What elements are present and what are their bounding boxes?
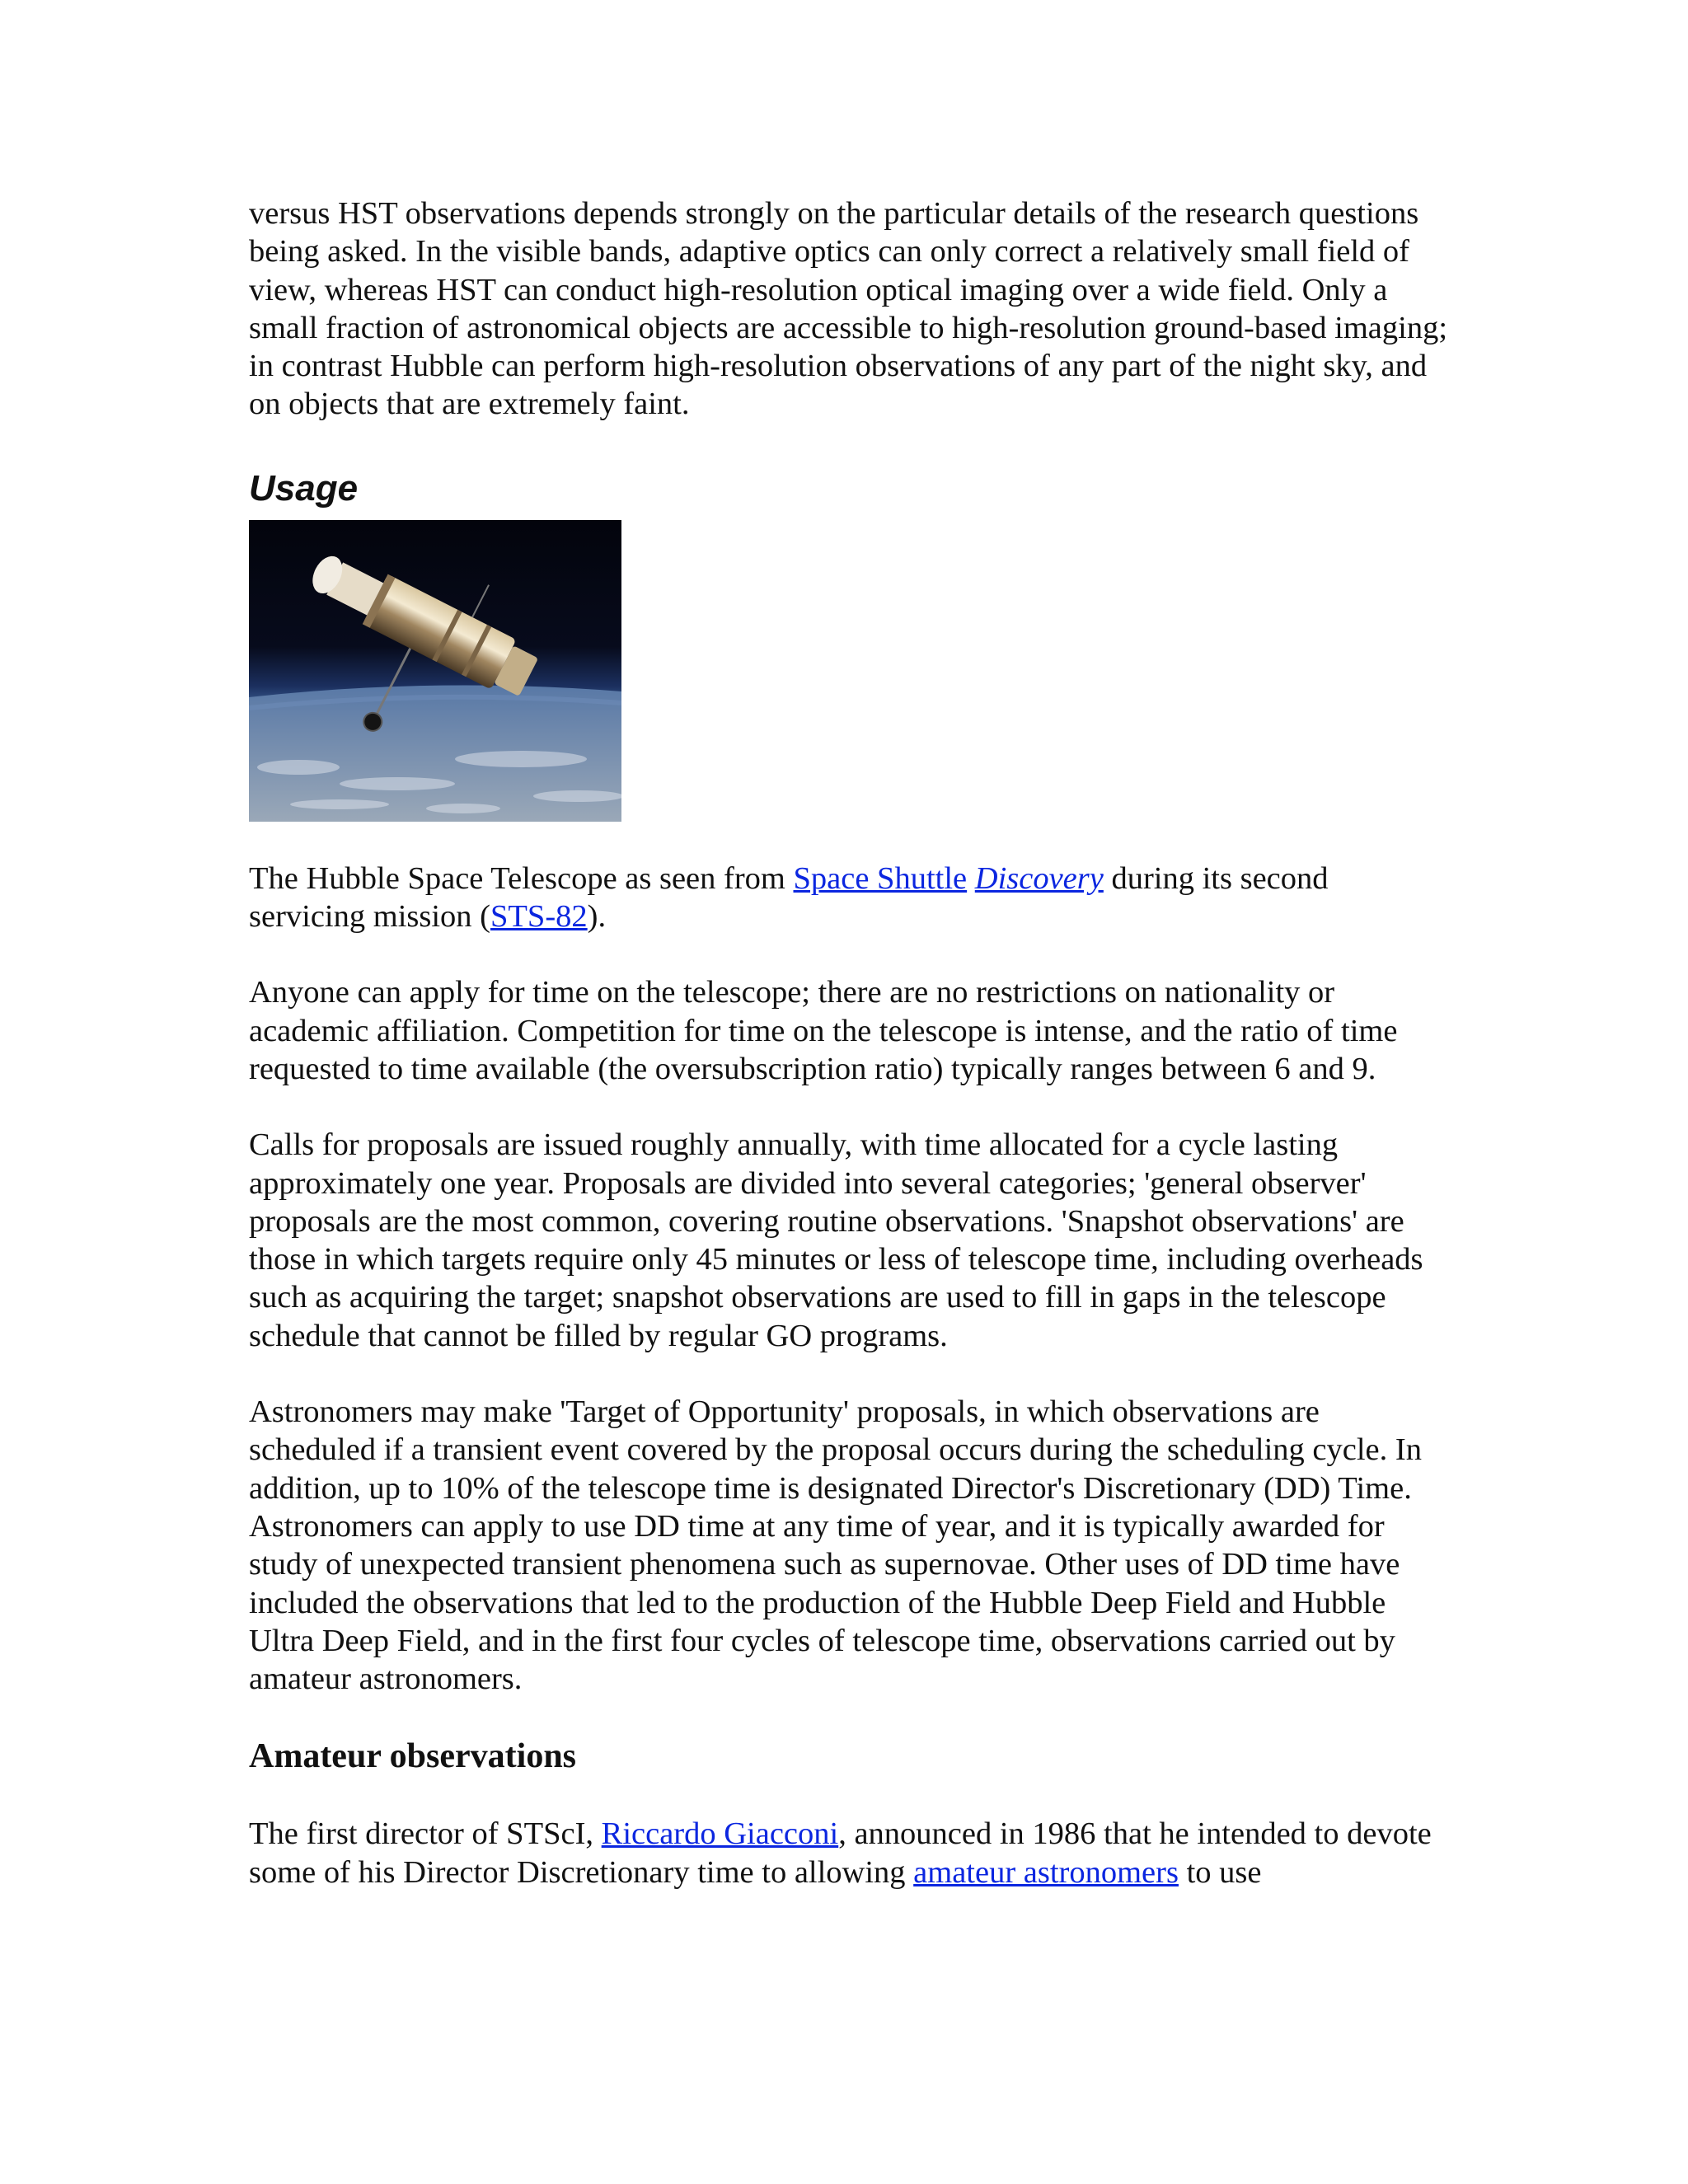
discovery-link[interactable]: Discovery bbox=[974, 860, 1104, 896]
usage-paragraph-2: Calls for proposals are issued roughly annually, with time allocated for a cycle lasting approximately one year. Proposals are divided into several categories; 'general observer' proposals are the most common, covering routine observations. 'Snapshot observations' are those in which targets require only 45 minutes or less of telescope time, including overheads such as acquiring the target; snapshot observations are used to fill in gaps in the telescope schedule that cannot be filled by regular GO programs. bbox=[249, 1127, 1423, 1353]
riccardo-giacconi-link[interactable]: Riccardo Giacconi bbox=[601, 1816, 839, 1852]
space-shuttle-link[interactable]: Space Shuttle bbox=[793, 860, 968, 896]
amateur-text-end: to use bbox=[1178, 1854, 1262, 1890]
caption-text-end: ). bbox=[587, 899, 607, 935]
usage-paragraph-3: Astronomers may make 'Target of Opportunity' proposals, in which observations are scheduled if a transient event covered by the proposal occurs during the scheduling cycle. In addition, up to 10% of the telescope time is designated Director's Discretionary (DD) Time. Astronomers can apply to use DD time at any time of year, and it is typically awarded for study of unexpected transient phenomena such as supernovae. Other uses of DD time have included the observations that led to the production of the Hubble Deep Field and Hubble Ultra Deep Field, and in the first four cycles of telescope time, observations carried out by amateur astronomers. bbox=[249, 1394, 1422, 1697]
amateur-paragraph bbox=[249, 1815, 1452, 1891]
intro-paragraph: versus HST observations depends strongly on the particular details of the research questions being asked. In the visible bands, adaptive optics can only correct a relatively small field of view, whereas HST can conduct high-resolution optical imaging over a wide field. Only a small fraction of astronomical objects are accessible to high-resolution ground-based imaging; in contrast Hubble can perform high-resolution observations of any part of the night sky, and on objects that are extremely faint. bbox=[249, 196, 1448, 422]
amateur-observations-heading: Amateur observations bbox=[249, 1737, 577, 1776]
figure-caption bbox=[249, 860, 1452, 936]
amateur-text-middle: , announced in 1986 that he intended to devote some of his Director Discretionary time to allowing bbox=[249, 1816, 1432, 1890]
caption-space bbox=[967, 861, 975, 896]
usage-paragraph-1: Anyone can apply for time on the telescope; there are no restrictions on nationality or academic affiliation. Competition for time on the telescope is intense, and the ratio of time requested to time available (the oversubscription ratio) typically ranges between 6 and 9. bbox=[249, 975, 1398, 1086]
hubble-telescope-image bbox=[249, 520, 621, 822]
caption-text-start: The Hubble Space Telescope as seen from bbox=[249, 860, 794, 896]
sts-82-link[interactable]: STS-82 bbox=[490, 899, 588, 935]
caption-text-middle: during its second servicing mission ( bbox=[249, 860, 1329, 935]
document-page bbox=[249, 194, 1452, 1891]
amateur-text-start: The first director of STScI, bbox=[249, 1816, 602, 1852]
amateur-astronomers-link[interactable]: amateur astronomers bbox=[913, 1854, 1179, 1890]
usage-heading: Usage bbox=[249, 467, 359, 509]
